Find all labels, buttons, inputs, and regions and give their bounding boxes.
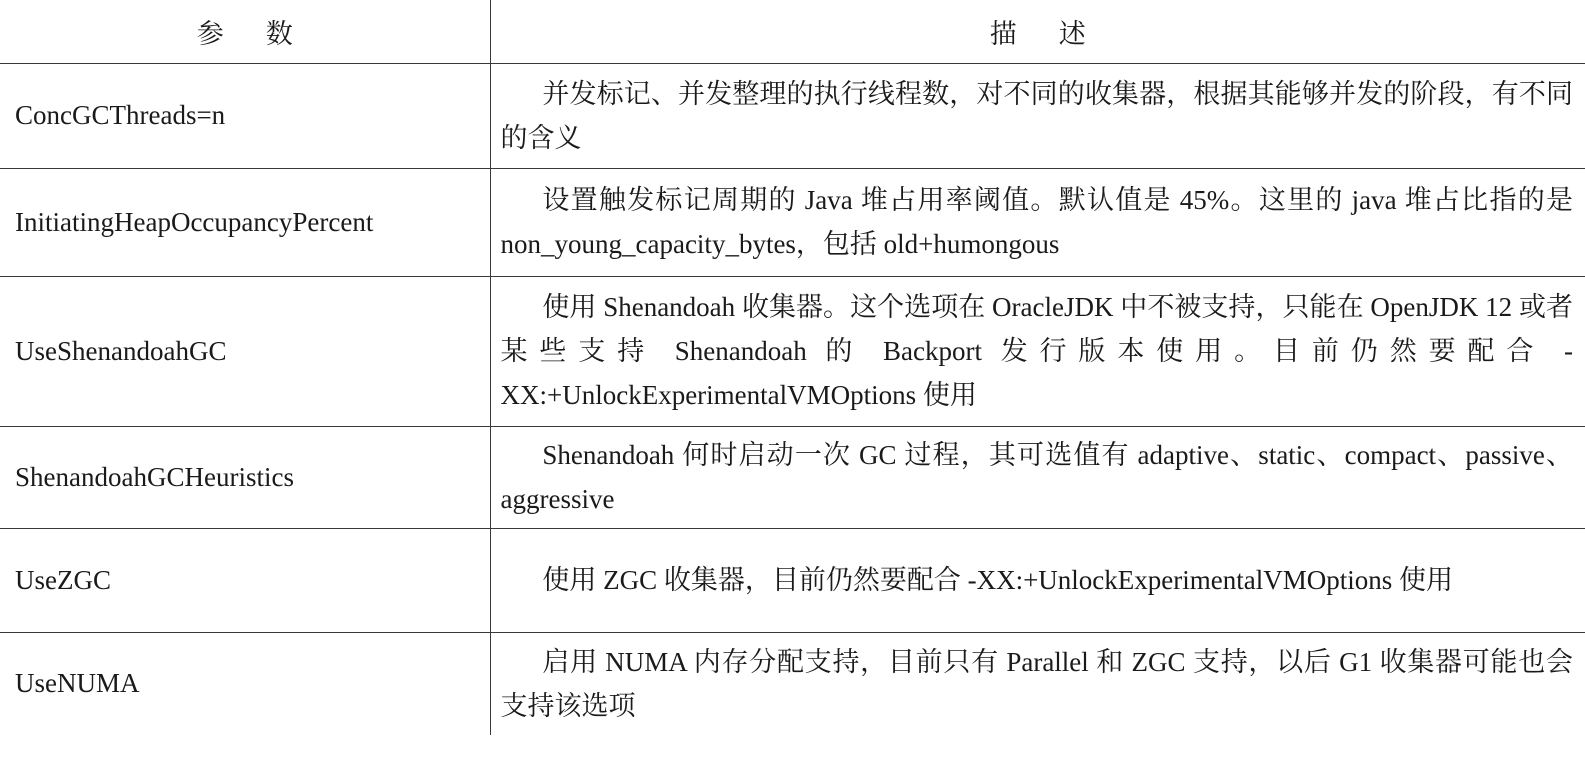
param-cell: UseShenandoahGC	[0, 276, 490, 426]
param-cell: UseZGC	[0, 528, 490, 632]
description-cell: 使用 Shenandoah 收集器。这个选项在 OracleJDK 中不被支持，只能在 OpenJDK 12 或者某些支持 Shenandoah 的 Backport 发行版本使用。目前仍然要配合 -XX:+UnlockExperimentalVMOptions 使用	[490, 276, 1585, 426]
description-cell: 并发标记、并发整理的执行线程数，对不同的收集器，根据其能够并发的阶段，有不同的含义	[490, 63, 1585, 168]
param-cell: UseNUMA	[0, 632, 490, 735]
header-description: 描述	[490, 0, 1585, 63]
table-row	[0, 168, 1585, 276]
table-row	[0, 632, 1585, 735]
description-cell: 使用 ZGC 收集器，目前仍然要配合 -XX:+UnlockExperimentalVMOptions 使用	[490, 528, 1585, 632]
param-cell: ShenandoahGCHeuristics	[0, 426, 490, 528]
table-row	[0, 276, 1585, 426]
description-cell: Shenandoah 何时启动一次 GC 过程，其可选值有 adaptive、static、compact、passive、aggressive	[490, 426, 1585, 528]
param-cell: InitiatingHeapOccupancyPercent	[0, 168, 490, 276]
table-row	[0, 63, 1585, 168]
table-header-row	[0, 0, 1585, 63]
description-cell: 启用 NUMA 内存分配支持，目前只有 Parallel 和 ZGC 支持，以后 G1 收集器可能也会支持该选项	[490, 632, 1585, 735]
header-parameter: 参数	[0, 0, 490, 63]
table-row	[0, 528, 1585, 632]
table-row	[0, 426, 1585, 528]
description-cell: 设置触发标记周期的 Java 堆占用率阈值。默认值是 45%。这里的 java 堆占比指的是 non_young_capacity_bytes，包括 old+humongous	[490, 168, 1585, 276]
param-cell: ConcGCThreads=n	[0, 63, 490, 168]
